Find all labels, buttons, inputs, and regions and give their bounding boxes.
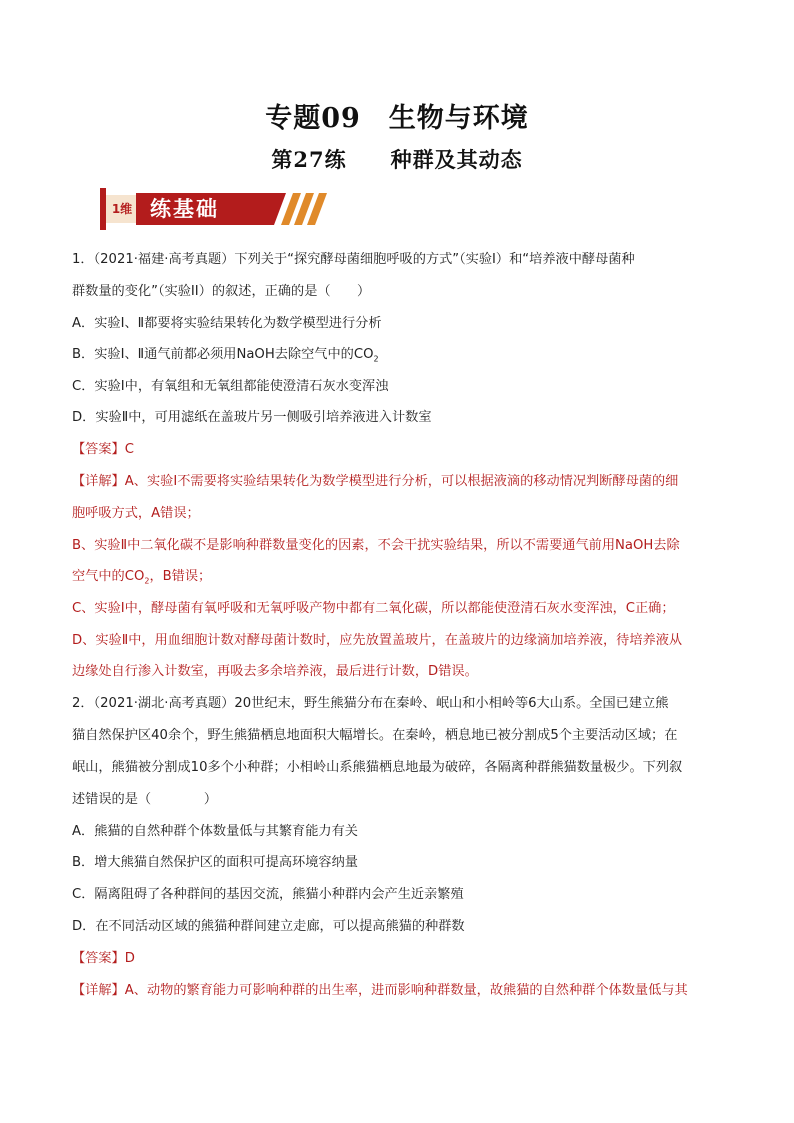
q1-option-b-subscript: 2 — [373, 354, 379, 364]
q2-answer — [72, 950, 135, 968]
banner-label-box — [136, 193, 346, 225]
q1-detail-b-text: 空气中的CO — [72, 569, 145, 584]
q1-detail-c: C、实验Ⅰ中，酵母菌有氧呼吸和无氧呼吸产物中都有二氧化碳，所以都能使澄清石灰水变浑浊，C正确； — [72, 601, 675, 616]
page-title: 专题09 生物与环境 — [265, 103, 529, 134]
q2-stem-line-3: 岷山，熊猫被分割成10多个小种群；小相岭山系熊猫栖息地最为破碎，各隔离种群熊猫数量极少。下列叙 — [72, 760, 683, 775]
q1-option-b — [72, 346, 379, 369]
q2-stem-line-2: 猫自然保护区40余个，野生熊猫栖息地面积大幅增长。在秦岭，栖息地已被分割成5个主要活动区域；在 — [72, 728, 678, 743]
q2-stem-line-1: 2．（2021·湖北·高考真题）20世纪末，野生熊猫分布在秦岭、岷山和小相岭等6大山系。全国已建立熊 — [72, 696, 669, 711]
q1-detail-label: 【详解】 — [72, 474, 125, 489]
q2-detail-a-line-1 — [72, 982, 688, 1000]
q2-detail-a-text: A、动物的繁育能力可影响种群的出生率，进而影响种群数量，故熊猫的自然种群个体数量低与其 — [124, 983, 688, 998]
q2-answer-value: D — [124, 951, 135, 966]
q2-option-d: D．在不同活动区域的熊猫种群间建立走廊，可以提高熊猫的种群数 — [72, 919, 465, 934]
q1-detail-a-text: A、实验Ⅰ不需要将实验结果转化为数学模型进行分析，可以根据液滴的移动情况判断酵母菌的细 — [124, 474, 679, 489]
q1-option-c: C．实验Ⅰ中，有氧组和无氧组都能使澄清石灰水变浑浊 — [72, 379, 389, 394]
q1-detail-b-line-2 — [72, 568, 211, 591]
q1-stem-line-1: 1．（2021·福建·高考真题）下列关于“探究酵母菌细胞呼吸的方式”（实验I）和“培养液中酵母菌种 — [72, 252, 635, 267]
q1-stem-line-2: 群数量的变化”（实验II）的叙述，正确的是（ ） — [72, 284, 371, 299]
q1-detail-d-line-1: D、实验Ⅱ中，用血细胞计数对酵母菌计数时，应先放置盖玻片，在盖玻片的边缘滴加培养液，待培养液从 — [72, 633, 683, 648]
q1-answer — [72, 441, 134, 459]
q1-detail-b-subscript: 2 — [144, 576, 150, 586]
banner-label: 练基础 — [150, 197, 219, 221]
q2-stem-line-4: 述错误的是（ ） — [72, 792, 218, 807]
q1-option-b-text: B．实验Ⅰ、Ⅱ通气前都必须用NaOH去除空气中的CO — [72, 347, 374, 362]
banner-level-tag: 1维 — [106, 195, 138, 223]
section-banner — [100, 188, 290, 230]
q2-detail-label: 【详解】 — [72, 983, 125, 998]
q1-detail-a-line-1 — [72, 473, 678, 491]
q1-detail-a-line-2: 胞呼吸方式，A错误； — [72, 506, 200, 521]
q2-option-c: C．隔离阻碍了各种群间的基因交流，熊猫小种群内会产生近亲繁殖 — [72, 887, 464, 902]
q2-option-b: B．增大熊猫自然保护区的面积可提高环境容纳量 — [72, 855, 358, 870]
q1-detail-d-line-2: 边缘处自行渗入计数室，再吸去多余培养液，最后进行计数，D错误。 — [72, 664, 478, 679]
q1-answer-value: C — [124, 442, 134, 457]
q1-detail-b-tail: ，B错误； — [149, 569, 212, 584]
page-subtitle: 第27练 种群及其动态 — [271, 147, 523, 172]
q2-option-a: A．熊猫的自然种群个体数量低与其繁育能力有关 — [72, 824, 358, 839]
q1-answer-label: 【答案】 — [72, 442, 125, 457]
q1-detail-b-line-1: B、实验Ⅱ中二氧化碳不是影响种群数量变化的因素，不会干扰实验结果，所以不需要通气前用NaOH去除 — [72, 538, 680, 553]
q1-option-a: A．实验Ⅰ、Ⅱ都要将实验结果转化为数学模型进行分析 — [72, 316, 382, 331]
q2-answer-label: 【答案】 — [72, 951, 125, 966]
q1-option-d: D．实验Ⅱ中，可用滤纸在盖玻片另一侧吸引培养液进入计数室 — [72, 410, 432, 425]
